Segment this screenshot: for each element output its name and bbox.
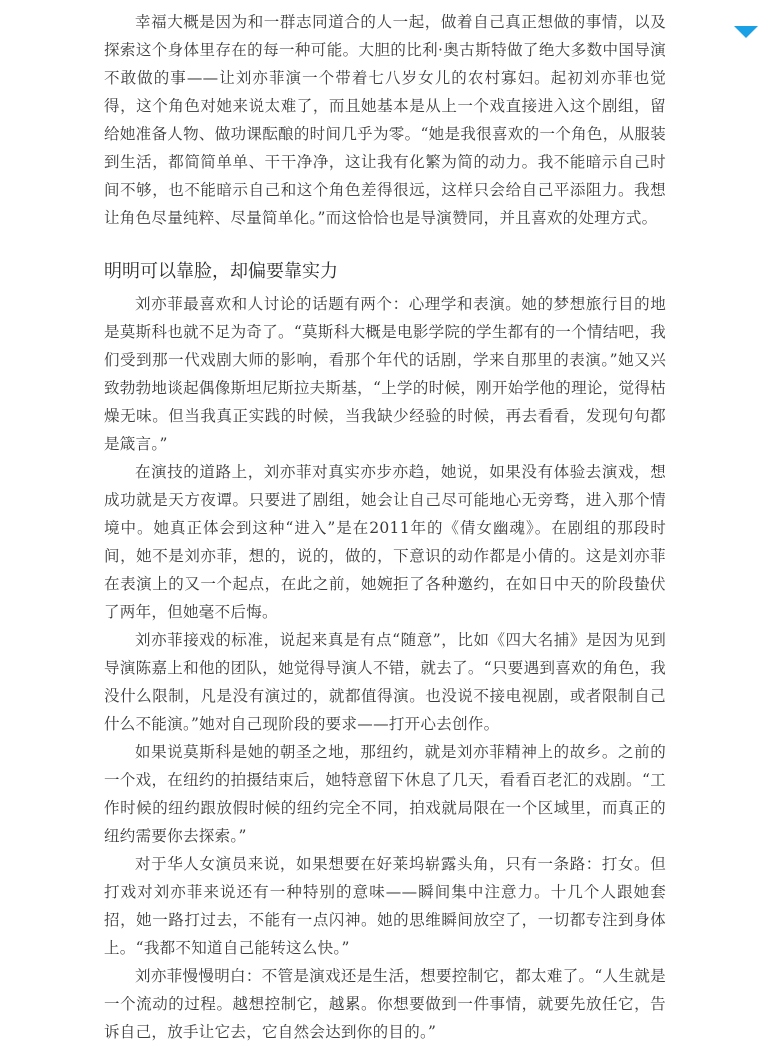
section-heading: 明明可以靠脸，却偏要靠实力 [104,261,338,282]
paragraph: 幸福大概是因为和一群志同道合的人一起，做着自己真正想做的事情，以及探索这个身体里存在的每一种可能。大胆的比利·奥古斯特做了绝大多数中国导演不敢做的事——让刘亦菲演一个带着七八岁女儿的农村寡妇。起初刘亦菲也觉得，这个角色对她来说太难了，而且她基本是从上一个戏直接进入这个剧组，留给她准备人物、做功课酝酿的时间几乎为零。“她是我很喜欢的一个角色，从服装到生活，都简简单单、干干净净，这让我有化繁为简的动力。我不能暗示自己时间不够，也不能暗示自己和这个角色差得很远，这样只会给自己平添阻力。我想让角色尽量纯粹、尽量简单化。”而这恰恰也是导演赞同，并且喜欢的处理方式。 [104,13,666,227]
bookmark-icon[interactable] [734,26,758,38]
paragraph: 刘亦菲接戏的标准，说起来真是有点“随意”，比如《四大名捕》是因为见到导演陈嘉上和他的团队，她觉得导演人不错，就去了。“只要遇到喜欢的角色，我没什么限制，凡是没有演过的，就都值得演。也没说不接电视剧，或者限制自己什么不能演。”她对自己现阶段的要求——打开心去创作。 [104,631,666,733]
paragraph: 对于华人女演员来说，如果想要在好莱坞崭露头角，只有一条路：打女。但打戏对刘亦菲来说还有一种特别的意味——瞬间集中注意力。十几个人跟她套招，她一路打过去，不能有一点闪神。她的思维瞬间放空了，一切都专注到身体上。“我都不知道自己能转这么快。” [104,855,666,957]
reader-page[interactable] [104,8,666,1041]
paragraph: 刘亦菲最喜欢和人讨论的话题有两个：心理学和表演。她的梦想旅行目的地是莫斯科也就不足为奇了。“莫斯科大概是电影学院的学生都有的一个情结吧，我们受到那一代戏剧大师的影响，看那个年代的话剧，学来自那里的表演。”她又兴致勃勃地谈起偶像斯坦尼斯拉夫斯基，“上学的时候，刚开始学他的理论，觉得枯燥无味。但当我真正实践的时候，当我缺少经验的时候，再去看看，发现句句都是箴言。” [104,295,666,453]
paragraph: 如果说莫斯科是她的朝圣之地，那纽约，就是刘亦菲精神上的故乡。之前的一个戏，在纽约的拍摄结束后，她特意留下休息了几天，看看百老汇的戏剧。“工作时候的纽约跟放假时候的纽约完全不同，拍戏就局限在一个区域里，而真正的纽约需要你去探索。” [104,743,666,845]
paragraph: 在演技的道路上，刘亦菲对真实亦步亦趋，她说，如果没有体验去演戏，想成功就是天方夜谭。只要进了剧组，她会让自己尽可能地心无旁骛，进入那个情境中。她真正体会到这种“进入”是在2011年的《倩女幽魂》。在剧组的那段时间，她不是刘亦菲，想的，说的，做的，下意识的动作都是小倩的。这是刘亦菲在表演上的又一个起点，在此之前，她婉拒了各种邀约，在如日中天的阶段蛰伏了两年，但她毫不后悔。 [104,463,666,621]
paragraph: 刘亦菲慢慢明白：不管是演戏还是生活，想要控制它，都太难了。“人生就是一个流动的过程。越想控制它，越累。你想要做到一件事情，就要先放任它，告诉自己，放手让它去，它自然会达到你的目的。” [104,967,666,1041]
